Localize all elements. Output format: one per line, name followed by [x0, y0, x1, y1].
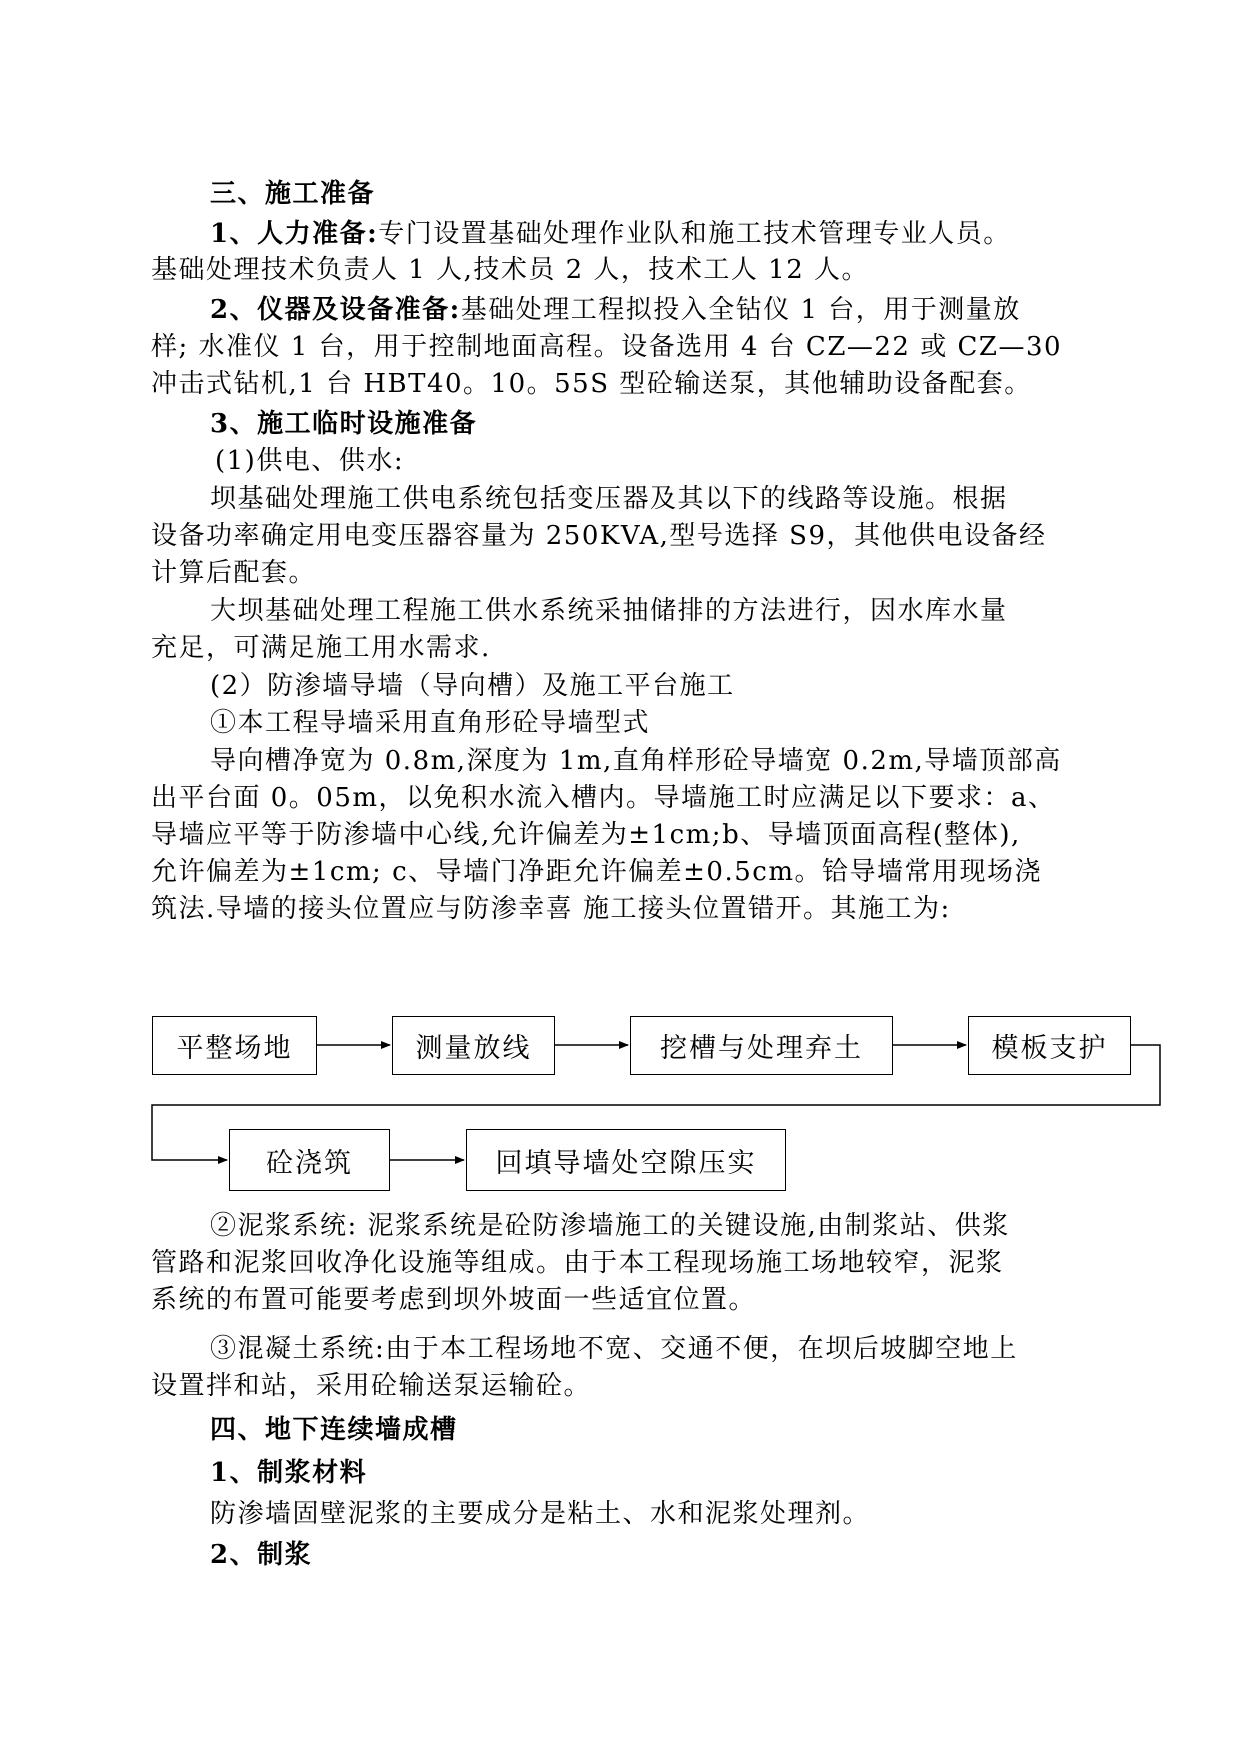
guide-wall-heading: (2）防渗墙导墙（导向槽）及施工平台施工 [210, 671, 735, 701]
guide-para-line-1: 导向槽净宽为 0.8m,深度为 1m,直角样形砼导墙宽 0.2m,导墙顶部高 [210, 746, 1062, 776]
manpower-heading: 1、人力准备: [210, 219, 379, 249]
manpower-text: 专门设置基础处理作业队和施工技术管理专业人员。 [378, 219, 1011, 249]
equipment-text: 基础处理工程拟投入全钻仪 1 台，用于测量放 [460, 295, 1021, 325]
power-water-heading: (1)供电、供水: [215, 446, 405, 476]
temp-facilities-heading: 3、施工临时设施准备 [210, 409, 478, 439]
section-4-heading: 四、地下连续墙成槽 [210, 1415, 458, 1445]
slurry-line-1: ②泥浆系统: 泥浆系统是砼防渗墙施工的关键设施,由制浆站、供浆 [210, 1211, 1010, 1241]
guide-para-line-2: 出平台面 0。05m，以免积水流入槽内。导墙施工时应满足以下要求：a、 [151, 783, 1056, 813]
guide-para-line-4: 允许偏差为±1cm; c、导墙门净距允许偏差±0.5cm。铪导墙常用现场浇 [151, 857, 1042, 887]
power-para-line-1: 坝基础处理施工供电系统包括变压器及其以下的线路等设施。根据 [210, 484, 1008, 514]
manpower-line-2: 基础处理技术负责人 1 人,技术员 2 人，技术工人 12 人。 [151, 255, 870, 285]
slurry-line-3: 系统的布置可能要考虑到坝外坡面一些适宜位置。 [151, 1285, 757, 1315]
slurry-materials-heading: 1、制浆材料 [210, 1458, 368, 1488]
concrete-system-line-1: ③混凝土系统:由于本工程场地不宽、交通不便，在坝后坡脚空地上 [210, 1334, 1018, 1364]
flow-step-formwork: 模板支护 [968, 1016, 1131, 1075]
flow-step-backfill: 回填导墙处空隙压实 [466, 1129, 786, 1191]
water-para-line-2: 充足，可满足施工用水需求. [151, 633, 491, 663]
guide-wall-item-1: ①本工程导墙采用直角形砼导墙型式 [210, 708, 651, 738]
power-para-line-2: 设备功率确定用电变压器容量为 250KVA,型号选择 S9，其他供电设备经 [151, 521, 1047, 551]
flow-step-survey: 测量放线 [392, 1016, 555, 1075]
guide-para-line-5: 筑法.导墙的接头位置应与防渗幸喜 施工接头位置错开。其施工为: [151, 894, 951, 924]
guide-para-line-3: 导墙应平等于防渗墙中心线,允许偏差为±1cm;b、导墙顶面高程(整体), [151, 820, 1021, 850]
equipment-line-3: 冲击式钻机,1 台 HBT40。10。55S 型砼输送泵，其他辅助设备配套。 [151, 369, 1032, 399]
slurry-making-heading: 2、制浆 [210, 1540, 313, 1570]
flow-step-level-site: 平整场地 [152, 1016, 317, 1075]
equipment-line-2: 样; 水准仪 1 台，用于控制地面高程。设备选用 4 台 CZ—22 或 CZ—30 [151, 332, 1063, 362]
slurry-line-2: 管路和泥浆回收净化设施等组成。由于本工程现场施工场地较窄，泥浆 [151, 1248, 1004, 1278]
flow-step-excavate: 挖槽与处理弃土 [630, 1016, 893, 1075]
section-3-heading: 三、施工准备 [210, 179, 376, 209]
equipment-heading: 2、仪器及设备准备: [210, 295, 461, 325]
water-para-line-1: 大坝基础处理工程施工供水系统采抽储排的方法进行，因水库水量 [210, 596, 1008, 626]
slurry-materials-text: 防渗墙固壁泥浆的主要成分是粘土、水和泥浆处理剂。 [210, 1499, 871, 1529]
flow-step-concrete-pour: 砼浇筑 [229, 1129, 390, 1191]
power-para-line-3: 计算后配套。 [151, 558, 317, 588]
concrete-system-line-2: 设置拌和站，采用砼输送泵运输砼。 [151, 1371, 592, 1401]
